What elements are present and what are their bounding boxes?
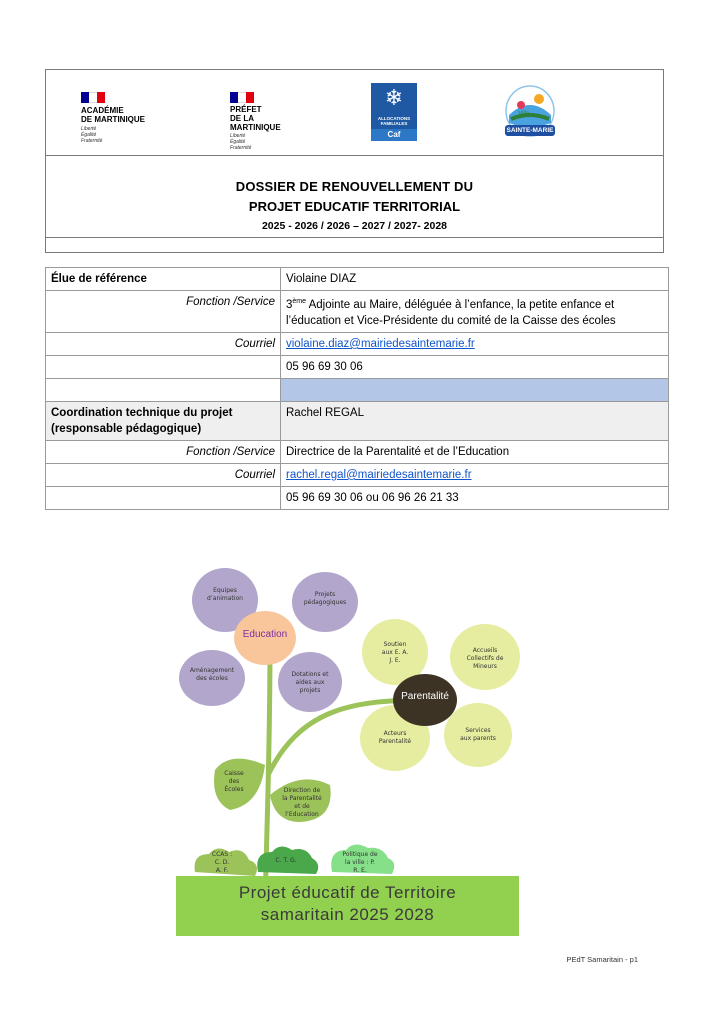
marianne-flag-icon: [81, 92, 105, 103]
ville-small: Ville: [518, 111, 530, 117]
title-line-2: PROJET EDUCATIF TERRITORIAL: [248, 199, 461, 214]
elue-fonction: [281, 291, 669, 333]
label-acteurs: Acteurs Parentalité: [378, 730, 412, 745]
prefet-logo: [230, 92, 300, 151]
table-row: [46, 401, 669, 440]
title-line-1: DOSSIER DE RENOUVELLEMENT DU: [235, 179, 474, 194]
coord-phone: 05 96 69 30 06 ou 06 96 26 21 33: [281, 486, 669, 509]
prefet-name: PRÉFET DE LA MARTINIQUE: [230, 105, 281, 132]
marianne-flag-icon: [230, 92, 254, 103]
ville-name: SAINTE-MARIE: [506, 127, 554, 134]
coord-email-link[interactable]: rachel.regal@mairiedesaintemarie.fr: [286, 468, 472, 481]
banner-line-1: Projet éducatif de Territoire: [238, 883, 457, 902]
label-parentalite: Parentalité: [401, 691, 449, 702]
label-projets: Projets pédagogiques: [303, 591, 347, 606]
coord-mail-cell: [281, 463, 669, 486]
academie-name: ACADÉMIE DE MARTINIQUE: [81, 106, 145, 124]
coord-label: Coordination technique du projet (responsable pédagogique): [46, 401, 281, 440]
label-caisse: Caisse des Écoles: [224, 770, 244, 793]
label-politique: Politique de la ville : P. R. E.: [342, 851, 378, 874]
academie-motto: Liberté Égalité Fraternité: [81, 126, 103, 144]
label-amenagement: Aménagement des écoles: [189, 667, 235, 682]
caf-text: ALLOCATIONS FAMILIALES: [377, 116, 411, 126]
courriel-label: Courriel: [46, 463, 281, 486]
label-education: Education: [242, 629, 288, 640]
table-row: [46, 440, 669, 463]
elue-label: Élue de référence: [46, 268, 281, 291]
fonction-label: Fonction /Service: [46, 291, 281, 333]
fonction-text: Adjointe au Maire, déléguée à l’enfance, la petite enfance et l’éducation et Vice-Présidente du comité de la Caisse des écoles: [286, 298, 616, 327]
flower-diagram: [170, 560, 530, 940]
rank-suffix: ème: [292, 298, 307, 305]
label-dotations: Dotations et aides aux projets: [291, 671, 329, 694]
title-block: [46, 155, 663, 238]
academie-logo: [81, 92, 171, 142]
banner-line-2: samaritain 2025 2028: [260, 905, 435, 924]
elue-mail-cell: [281, 332, 669, 355]
prefet-motto: Liberté Égalité Fraternité: [230, 133, 252, 151]
coord-fonction: Directrice de la Parentalité et de l’Education: [281, 440, 669, 463]
table-row: [46, 291, 669, 333]
coord-name: Rachel REGAL: [281, 401, 669, 440]
elue-phone: 05 96 69 30 06: [281, 355, 669, 378]
banner-title: [176, 882, 519, 926]
label-accueils: Accueils Collectifs de Mineurs: [466, 647, 504, 670]
separator-row: [46, 378, 669, 401]
label-direction: Direction de la Parentalité et de l’Education: [282, 787, 322, 818]
header-box: [45, 69, 664, 253]
page-footer: PEdT Samaritain - p1: [566, 955, 638, 964]
table-row: [46, 332, 669, 355]
empty-cell: [46, 355, 281, 378]
table-row: [46, 463, 669, 486]
label-ctg: C. T. G.: [275, 857, 297, 864]
empty-cell: [46, 486, 281, 509]
label-soutien: Soutien aux E. A. J. E.: [381, 641, 409, 664]
elue-name: Violaine DIAZ: [281, 268, 669, 291]
title-years: 2025 - 2026 / 2026 – 2027 / 2027- 2028: [261, 220, 448, 232]
leaf-caisse: [214, 759, 265, 810]
snowflake-icon: ❄: [384, 85, 404, 110]
label-services: Services aux parents: [460, 727, 496, 742]
courriel-label: Courriel: [46, 332, 281, 355]
caf-label: Caf: [371, 129, 417, 141]
table-row: [46, 486, 669, 509]
separator-cell: [281, 378, 669, 401]
fonction-label: Fonction /Service: [46, 440, 281, 463]
ville-sainte-marie-logo: [501, 83, 559, 143]
caf-logo: [371, 83, 417, 141]
table-row: [46, 355, 669, 378]
empty-cell: [46, 378, 281, 401]
logo-row: [46, 70, 663, 156]
label-ccas: CCAS : C. D. A. F.: [211, 851, 233, 874]
rank-number: 3: [286, 298, 293, 311]
elue-email-link[interactable]: violaine.diaz@mairiedesaintemarie.fr: [286, 337, 475, 350]
label-equipes: Equipes d’animation: [207, 587, 243, 602]
table-row: [46, 268, 669, 291]
contact-table: [45, 267, 669, 510]
